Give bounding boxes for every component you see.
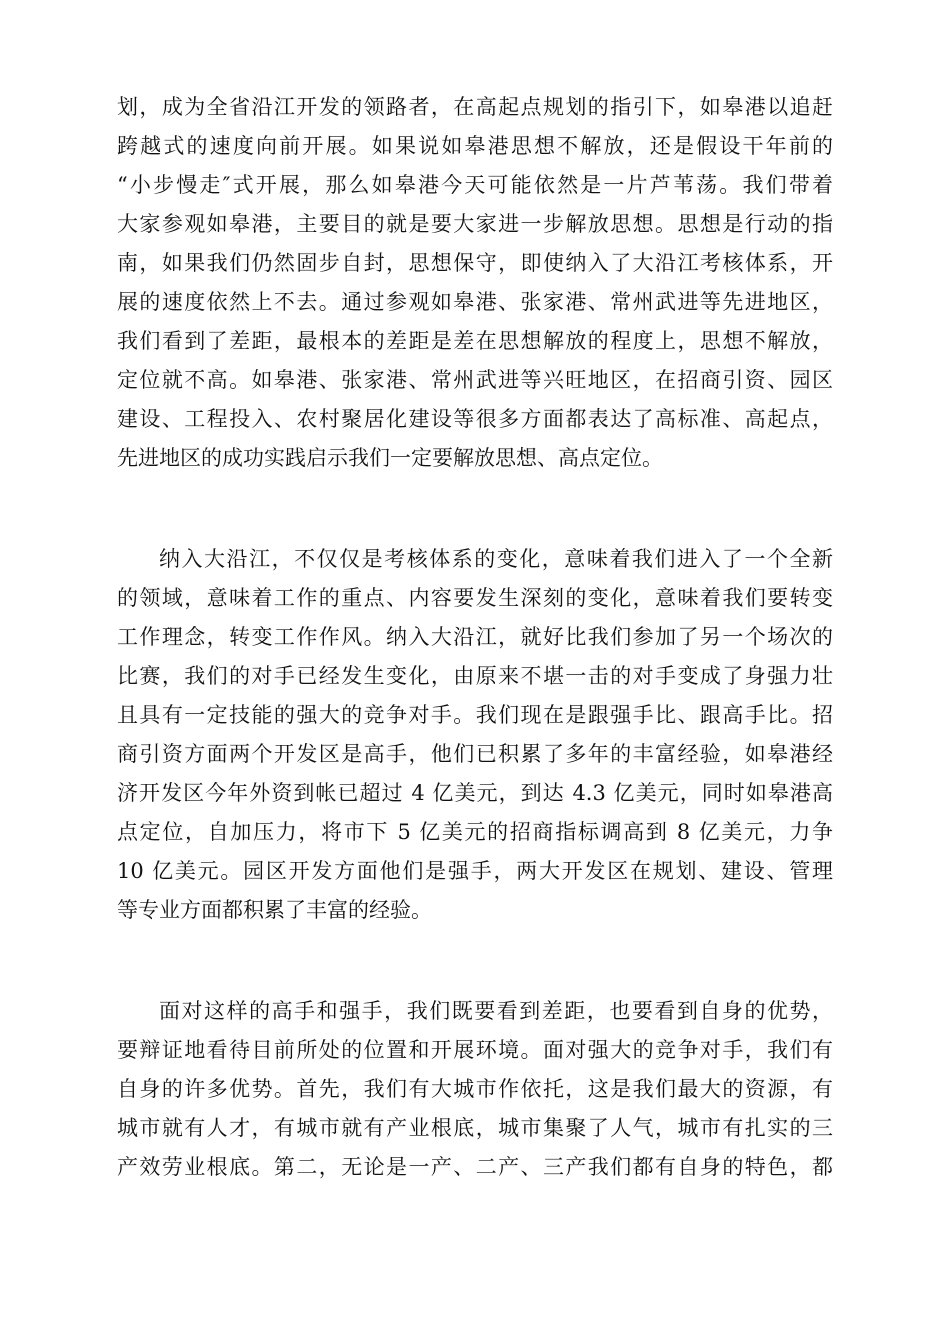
paragraph-line: 面对这样的高手和强手，我们既要看到差距，也要看到自身的优势， <box>159 999 833 1023</box>
paragraph-line: 跨越式的速度向前开展。如果说如皋港思想不解放，还是假设干年前的 <box>117 134 833 158</box>
paragraph-line: 我们看到了差距，最根本的差距是差在思想解放的程度上，思想不解放， <box>117 329 833 353</box>
paragraph-line: 城市就有人才，有城市就有产业根底，城市集聚了人气，城市有扎实的三 <box>117 1116 833 1140</box>
paragraph-1 <box>117 88 833 478</box>
paragraph-line: 要辩证地看待目前所处的位置和开展环境。面对强大的竞争对手，我们有 <box>117 1038 833 1062</box>
paragraph-line: 纳入大沿江，不仅仅是考核体系的变化，意味着我们进入了一个全新 <box>159 547 833 571</box>
paragraph-line: 10 亿美元。园区开发方面他们是强手，两大开发区在规划、建设、管理 <box>117 859 833 883</box>
paragraph-line: 大家参观如皋港，主要目的就是要大家进一步解放思想。思想是行动的指 <box>117 212 833 236</box>
paragraph-line: 定位就不高。如皋港、张家港、常州武进等兴旺地区，在招商引资、园区 <box>117 368 833 392</box>
paragraph-line: 自身的许多优势。首先，我们有大城市作依托，这是我们最大的资源，有 <box>117 1077 833 1101</box>
paragraph-line: “小步慢走″式开展，那么如皋港今天可能依然是一片芦苇荡。我们带着 <box>117 173 833 197</box>
paragraph-line: 等专业方面都积累了丰富的经验。 <box>117 898 432 922</box>
paragraph-line: 点定位，自加压力，将市下 5 亿美元的招商指标调高到 8 亿美元，力争 <box>117 820 833 844</box>
paragraph-2 <box>117 540 833 930</box>
paragraph-line: 建设、工程投入、农村聚居化建设等很多方面都表达了高标准、高起点， <box>117 407 833 431</box>
paragraph-3 <box>117 992 833 1187</box>
paragraph-line: 展的速度依然上不去。通过参观如皋港、张家港、常州武进等先进地区， <box>117 290 833 314</box>
paragraph-line: 南，如果我们仍然固步自封，思想保守，即使纳入了大沿江考核体系，开 <box>117 251 833 275</box>
paragraph-line: 的领域，意味着工作的重点、内容要发生深刻的变化，意味着我们要转变 <box>117 586 833 610</box>
paragraph-line: 济开发区今年外资到帐已超过 4 亿美元，到达 4.3 亿美元，同时如皋港高 <box>117 781 833 805</box>
paragraph-line: 工作理念，转变工作作风。纳入大沿江，就好比我们参加了另一个场次的 <box>117 625 833 649</box>
paragraph-line: 划，成为全省沿江开发的领路者，在高起点规划的指引下，如皋港以追赶 <box>117 95 833 119</box>
paragraph-line: 产效劳业根底。第二，无论是一产、二产、三产我们都有自身的特色，都 <box>117 1155 833 1179</box>
paragraph-line: 商引资方面两个开发区是高手，他们已积累了多年的丰富经验，如皋港经 <box>117 742 833 766</box>
paragraph-line: 先进地区的成功实践启示我们一定要解放思想、高点定位。 <box>117 446 663 470</box>
paragraph-line: 且具有一定技能的强大的竞争对手。我们现在是跟强手比、跟高手比。招 <box>117 703 833 727</box>
paragraph-line: 比赛，我们的对手已经发生变化，由原来不堪一击的对手变成了身强力壮 <box>117 664 833 688</box>
